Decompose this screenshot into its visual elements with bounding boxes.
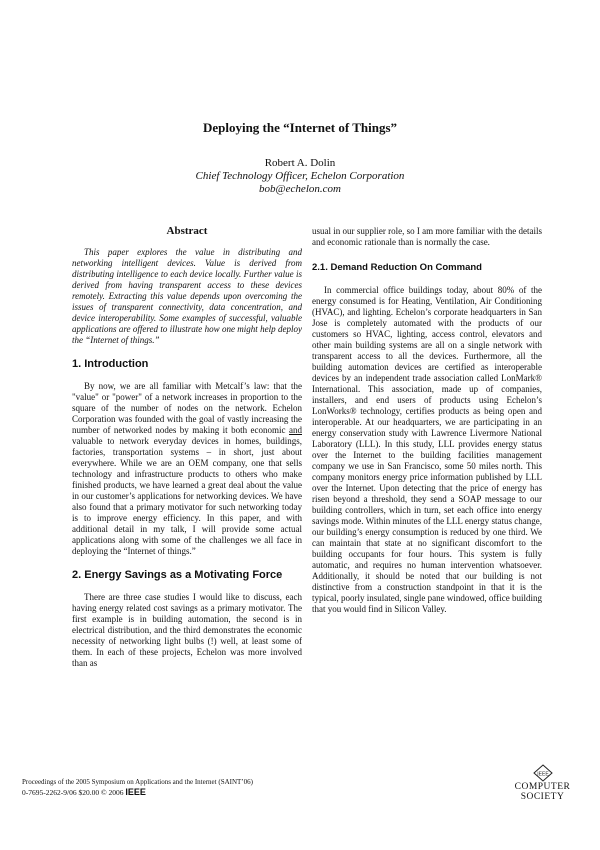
logo-line-computer: COMPUTER xyxy=(514,782,571,792)
section-1-heading: 1. Introduction xyxy=(72,358,149,370)
ieee-wordmark: IEEE xyxy=(125,787,146,797)
right-column xyxy=(312,226,542,615)
isbn-text: 0-7695-2262-9/06 $20.00 © 2006 xyxy=(22,788,124,797)
author-affiliation: Chief Technology Officer, Echelon Corporation xyxy=(195,170,405,182)
proceedings-line: Proceedings of the 2005 Symposium on Applications and the Internet (SAINT’06) xyxy=(22,778,253,786)
footer xyxy=(22,777,253,798)
section-2-1-paragraph: In commercial office buildings today, about 80% of the energy consumed is for Heating, Ventilation, Air Conditioning (HVAC), and lighting. Echelon’s corporate headquarters in San Jose is completely automated with the products of our customers so HVAC, lighting, access control, elevators and other main building systems are all on a single network with transparent access to all the devices. Furthermore, all the building automation devices are certified as interoperable devices by an independent trade association called LonMark® International. This association, made up of companies, installers, and end users of products using Echelon’s LonWorks® technology, certifies products as being open and interoperable. At our headquarters, we are participating in an energy conservation study with Lawrence Livermore National Laboratory (LLL). In this study, LLL provides energy status over the Internet to the building facilities management company we use in San Francisco, some 50 miles north. This company monitors energy price information published by LLL over the Internet. Upon detecting that the price of energy has risen beyond a threshold, they send a SOAP message to our building controllers, which in turn, set each office into energy savings mode. Within minutes of the LLL energy status change, our building’s energy consumption is reduced by one third. We can maintain that state at no significant discomfort to the building occupants for four hours. This system is fully automatic, and requires no human intervention whatsoever. Additionally, it should be noted that our building is not distinctive from a construction standpoint in that it is the typical, poorly insulated, single pane windowed, office building that you would find in Silicon Valley. xyxy=(312,285,542,614)
paper-title: Deploying the “Internet of Things” xyxy=(202,120,398,135)
section-1-text-b: valuable to network everyday devices in homes, buildings, factories, transportation systems – in short, just about everywhere. While we are an OEM company, one that sells technology and infrastructure products to others who make finished products, we have learned a great deal about the value in our customer’s applications for networking devices. We have also found that a primary motivator for such networking today is to improve energy efficiency. In this paper, and with additional detail in my talk, I will provide some actual applications along with some of the challenges we all face in deploying the “Internet of things.” xyxy=(72,436,302,556)
abstract-text: This paper explores the value in distributing and networking intelligent devices. Value is derived from distributing intelligence to each device locally. Further value is derived from having transparent access to these devices remotely. Extracting this value depends upon overcoming the issues of transparent connectivity, data concentration, and device interoperability. Some examples of successful, valuable applications are offered to illustrate how one might help deploy the “Internet of things.” xyxy=(72,247,302,345)
section-2-paragraph-continued: usual in our supplier role, so I am more familiar with the details and economic rationale than is normally the case. xyxy=(312,226,542,247)
section-2-1-heading: 2.1. Demand Reduction On Command xyxy=(312,262,482,273)
computer-society-logo xyxy=(505,764,580,806)
section-2-paragraph: There are three case studies I would like to discuss, each having energy related cost savings as a primary motivator. The first example is in building automation, the second is in electrical distribution, and the third demonstrates the economic necessity of networking light bulbs (!) well, at least some of them. In each of these projects, Echelon was more involved than as xyxy=(72,592,302,668)
logo-line-society: SOCIETY xyxy=(520,792,565,802)
author-email: bob@echelon.com xyxy=(259,183,341,195)
section-2-heading: 2. Energy Savings as a Motivating Force xyxy=(72,569,283,581)
underlined-and: and xyxy=(289,425,302,435)
left-column xyxy=(72,226,302,669)
section-1-paragraph xyxy=(72,381,302,557)
logo-ieee-small: IEEE xyxy=(536,771,549,778)
author-name: Robert A. Dolin xyxy=(264,157,336,169)
isbn-line xyxy=(22,787,253,798)
ieee-diamond-icon xyxy=(532,764,554,782)
abstract-heading: Abstract xyxy=(166,225,208,237)
author-block xyxy=(0,157,600,196)
section-1-text-a: By now, we are all familiar with Metcalf’s law: that the "value" or "power" of a network increases in proportion to the square of the number of nodes on the network. Echelon Corporation was founded with the goal of vastly increasing the number of networked nodes by making it both economic xyxy=(72,381,302,435)
